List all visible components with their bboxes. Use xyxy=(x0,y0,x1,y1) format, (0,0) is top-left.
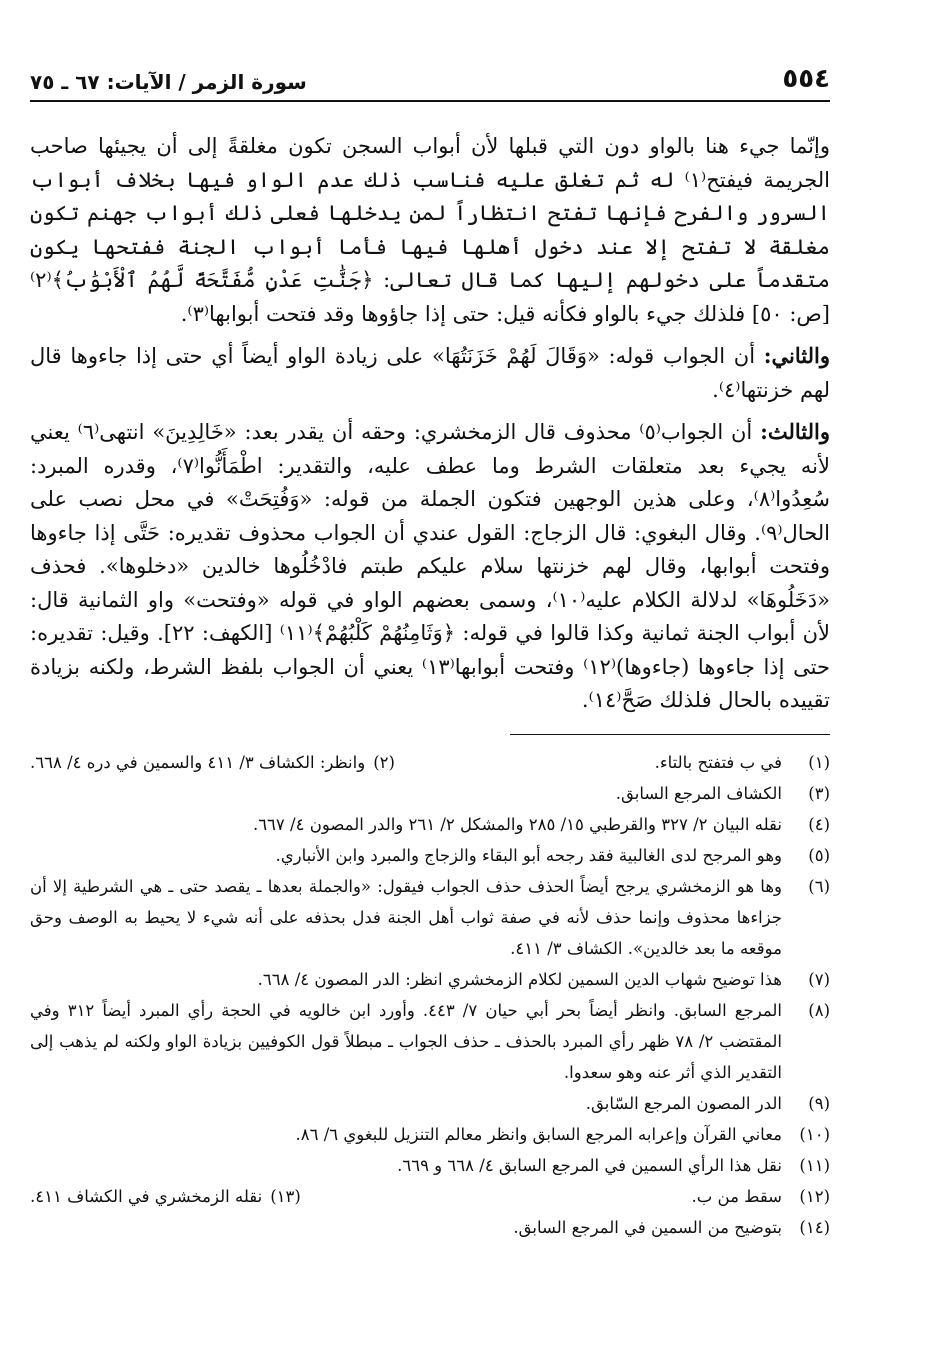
paragraph-2-label: والثاني: xyxy=(763,343,830,368)
footnote-3: (٣) الكشاف المرجع السابق. xyxy=(615,783,830,803)
running-header xyxy=(30,58,830,102)
footnote-13: (١٣) نقله الزمخشري في الكشاف ٤١١. xyxy=(30,1186,301,1206)
footnote-9: (٩) الدر المصون المرجع السّابق. xyxy=(585,1093,830,1113)
footnote-12: (١٢) سقط من ب. xyxy=(691,1186,830,1206)
footnote-5: (٥) وهو المرجح لدى الغالبية فقد رجحه أبو البقاء والزجاج والمبرد وابن الأنباري. xyxy=(275,845,830,865)
footnote-7: (٧) هذا توضيح شهاب الدين السمين لكلام الزمخشري انظر: الدر المصون ٤/ ٦٦٨. xyxy=(257,969,830,989)
main-text xyxy=(30,130,830,718)
paragraph-2-text: أن الجواب قوله: «وَقَالَ لَهُمْ خَزَنَتُهَا» على زيادة الواو أيضاً أي حتى إذا جاءوها قال لهم خزنتها⁽٤⁾. xyxy=(30,344,830,402)
paragraph-3-text: أن الجواب⁽٥⁾ محذوف قال الزمخشري: وحقه أن يقدر بعد: «خَالِدِينَ» انتهى⁽٦⁾ يعني لأنه يجيء بعد متعلقات الشرط وما عطف عليه، والتقدير: اطْمَأَنُّوا⁽٧⁾، وقدره المبرد: سُعِدُوا⁽٨⁾، وعلى هذين الوجهين فتكون الجملة من قوله: «وَفُتِحَتْ» في محل نصب على الحال⁽٩⁾. وقال البغوي: قال الزجاج: القول عندي أن الجواب محذوف تقديره: حَتَّى إذا جاءوها وفتحت أبوابها، وقال لهم خزنتها سلام عليكم طبتم فادْخُلُوها خالدين «دخلوها». فحذف «دَخَلُوهَا» لدلالة الكلام عليه⁽١٠⁾، وسمى بعضهم الواو في قوله «وفتحت» واو الثمانية قال: لأن أبواب الجنة ثمانية وكذا قالوا في قوله: ﴿وَثَامِنُهُمْ كَلْبُهُمْ﴾⁽١١⁾ [الكهف: ٢٢]. وقيل: تقديره: حتى إذا جاءوها (جاءوها)⁽١٢⁾ وفتحت أبوابها⁽١٣⁾ يعني أن الجواب بلفظ الشرط، ولكنه بزيادة تقييده بالحال فلذلك صَحَّ⁽١٤⁾. xyxy=(30,420,831,712)
footnotes xyxy=(30,747,830,1243)
footnote-1: (١) في ب فتفتح بالتاء. xyxy=(654,752,830,772)
paragraph-2 xyxy=(30,339,830,407)
footnote-4: (٤) نقله البيان ٢/ ٣٢٧ والقرطبي ١٥/ ٢٨٥ والمشكل ٢/ ٢٦١ والدر المصون ٤/ ٦٦٧. xyxy=(252,814,830,834)
footnote-6: (٦) وها هو الزمخشري يرجح أيضاً الحذف حذف الجواب فيقول: «والجملة بعدها ـ يقصد حتى ـ هي الشرطية إلا أن جزاءها محذوف وإنما حذف لأنه في صفة ثواب أهل الجنة فدل بحذفه على أنه شيء لا يحيط به الوصف وحق موقعه ما بعد خالدين». الكشاف ٣/ ٤١١. xyxy=(30,876,830,958)
footnote-10: (١٠) معاني القرآن وإعرابه المرجع السابق وانظر معالم التنزيل للبغوي ٦/ ٨٦. xyxy=(295,1124,830,1144)
footnote-divider xyxy=(510,734,830,735)
footnote-pair-1-2 xyxy=(30,747,830,778)
paragraph-1: وإنّما جيء هنا بالواو دون التي قبلها لأن أبواب السجن تكون مغلقةً إلى أن يجيئها صاحب الجريمة فيفتح⁽١⁾ له ثم تغلق عليه فناسب ذلك عدم الواو فيها بخلاف أبواب السرور والفرح فإنها تفتح انتظاراً لمن يدخلها فعلى ذلك أبواب جهنم تكون مغلقة لا تفتح إلا عند دخول أهلها فيها فأما أبواب الجنة ففتحها يكون متقدماً على دخولهم إليها كما قال تعالى: ﴿جَنَّٰتِ عَدْنٍ مُّفَتَّحَةً لَّهُمُ ٱلْأَبْوَٰبُ﴾⁽٢⁾ [ص: ٥٠] فلذلك جيء بالواو فكأنه قيل: حتى إذا جاؤوها وقد فتحت أبوابها⁽٣⁾. xyxy=(30,134,831,326)
paragraph-3-label: والثالث: xyxy=(760,419,830,444)
paragraph-3 xyxy=(30,415,830,718)
document-page xyxy=(30,58,830,1243)
page-number: ٥٥٤ xyxy=(782,64,830,94)
footnote-11: (١١) نقل هذا الرأي السمين في المرجع السابق ٤/ ٦٦٨ و ٦٦٩. xyxy=(397,1155,830,1175)
footnote-14: (١٤) بتوضيح من السمين في المرجع السابق. xyxy=(513,1217,830,1237)
footnote-2: (٢) وانظر: الكشاف ٣/ ٤١١ والسمين في دره ٤/ ٦٦٨. xyxy=(30,752,395,772)
footnote-pair-12-13 xyxy=(30,1181,830,1212)
footnote-8: (٨) المرجع السابق. وانظر أيضاً بحر أبي حيان ٧/ ٤٤٣. وأورد ابن خالويه في الحجة رأي المبرد أيضاً ٣١٢ وفي المقتضب ٢/ ٧٨ ظهر رأي المبرد بالحذف ـ حذف الجواب ـ مبطلاً قول الكوفيين بزيادة الواو ولكنه لم يذهب إلى التقدير الذي أثر عنه وهو سعدوا. xyxy=(30,1000,830,1082)
surah-verses-label: سورة الزمر / الآيات: ٦٧ ـ ٧٥ xyxy=(30,70,307,94)
